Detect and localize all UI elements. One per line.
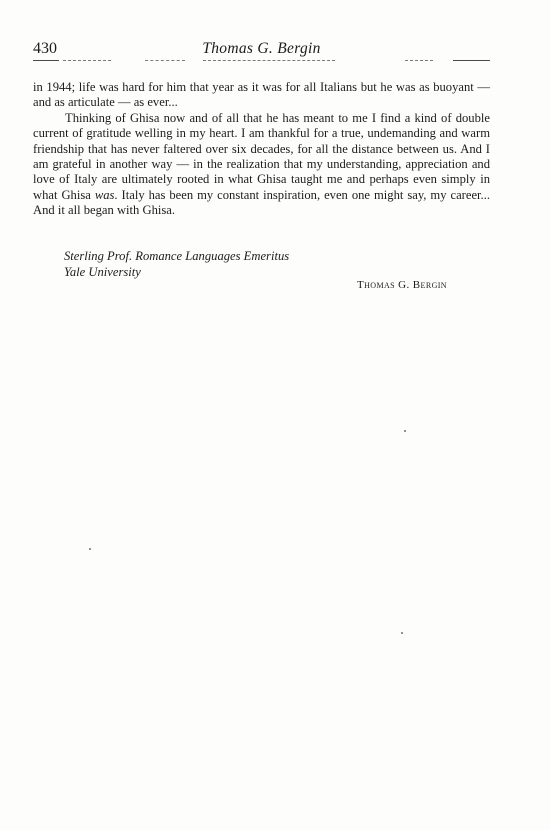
running-head: Thomas G. Bergin <box>202 40 321 57</box>
page-number: 430 <box>33 40 57 57</box>
header-rule <box>63 60 111 61</box>
scan-speck <box>404 430 406 432</box>
header-rule <box>405 60 433 61</box>
paragraph-text: Thinking of Ghisa now and of all that he has meant to me I find a kind of double current of gratitude welling in my heart. I am thankful for a true, undemanding and warm friendship that has never faltered over six decades, for all the distance between us. And I am grateful in another way — in the realization that my understanding, appreciation and love of Italy are ultimately rooted in what Ghisa taught me and perhaps even simply in what Ghisa <box>33 110 490 202</box>
scan-speck <box>401 632 403 634</box>
affiliation-institution: Yale University <box>64 264 141 279</box>
emphasized-word: was <box>94 187 115 202</box>
header-rule <box>145 60 185 61</box>
paragraph-text: . Italy has been my constant inspiration, even one might say, my career... And it all began with Ghisa. <box>33 187 490 218</box>
page-header <box>33 40 490 64</box>
author-affiliation <box>64 249 289 280</box>
paragraph: in 1944; life was hard for him that year as it was for all Italians but he was as buoyant — and as articulate — as ever... <box>33 80 490 110</box>
body-text <box>33 80 490 219</box>
affiliation-title: Sterling Prof. Romance Languages Emeritus <box>64 249 290 263</box>
header-rule <box>203 60 335 61</box>
header-rule <box>453 60 490 61</box>
scan-speck <box>89 548 91 550</box>
paragraph <box>33 111 490 219</box>
header-rule <box>33 60 59 61</box>
author-signature: Thomas G. Bergin <box>357 279 447 291</box>
